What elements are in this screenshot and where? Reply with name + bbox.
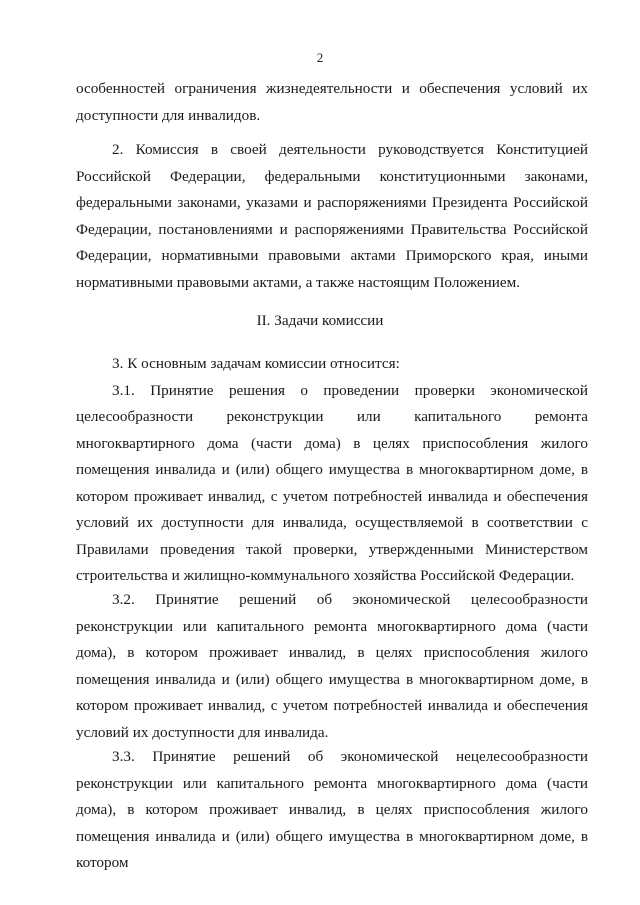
paragraph-3-3-block (76, 744, 588, 877)
paragraph-3-2: 3.2. Принятие решений об экономической целесообразности реконструкции или капитального ремонта многоквартирного дома (части дома), в котором проживает инвалид, в целях приспособления жилого помещения инвалида и (или) общего имущества в многоквартирном доме, в котором проживает инвалид, с учетом потребностей инвалида и обеспечения условий их доступности для инвалида. (76, 591, 588, 741)
paragraph-3-1: 3.1. Принятие решения о проведении проверки экономической целесообразности реконструкции или капитального ремонта многоквартирного дома (части дома) в целях приспособления жилого помещения инвалида и (или) общего имущества в многоквартирном доме, в котором проживает инвалид, с учетом потребностей инвалида и обеспечения условий их доступности для инвалида, осуществляемой в соответствии с Правилами проведения такой проверки, утвержденными Министерством строительства и жилищно-коммунального хозяйства Российской Федерации. (76, 381, 588, 584)
paragraph-text: особенностей ограничения жизнедеятельности и обеспечения условий их доступности для инвалидов. (76, 80, 588, 124)
paragraph-3 (76, 351, 588, 590)
paragraph-text: 3. К основным задачам комиссии относится: (112, 355, 400, 372)
paragraph-3-3: 3.3. Принятие решений об экономической нецелесообразности реконструкции или капитального ремонта многоквартирного дома (части дома), в котором проживает инвалид, в целях приспособления жилого помещения инвалида и (или) общего имущества в многоквартирном доме, в котором (76, 748, 588, 871)
paragraph-2 (76, 137, 588, 296)
paragraph-continuation (76, 76, 588, 129)
page-number: 2 (316, 50, 324, 65)
paragraph-3-2-block (76, 587, 588, 746)
section-heading: II. Задачи комиссии (256, 312, 384, 329)
paragraph-text: 2. Комиссия в своей деятельности руководствуется Конституцией Российской Федерации, федеральными конституционными законами, федеральными законами, указами и распоряжениями Президента Российской Федерации, постановлениями и распоряжениями Правительства Российской Федерации, нормативными правовыми актами Приморского края, иными нормативными правовыми актами, а также настоящим Положением. (76, 141, 588, 291)
